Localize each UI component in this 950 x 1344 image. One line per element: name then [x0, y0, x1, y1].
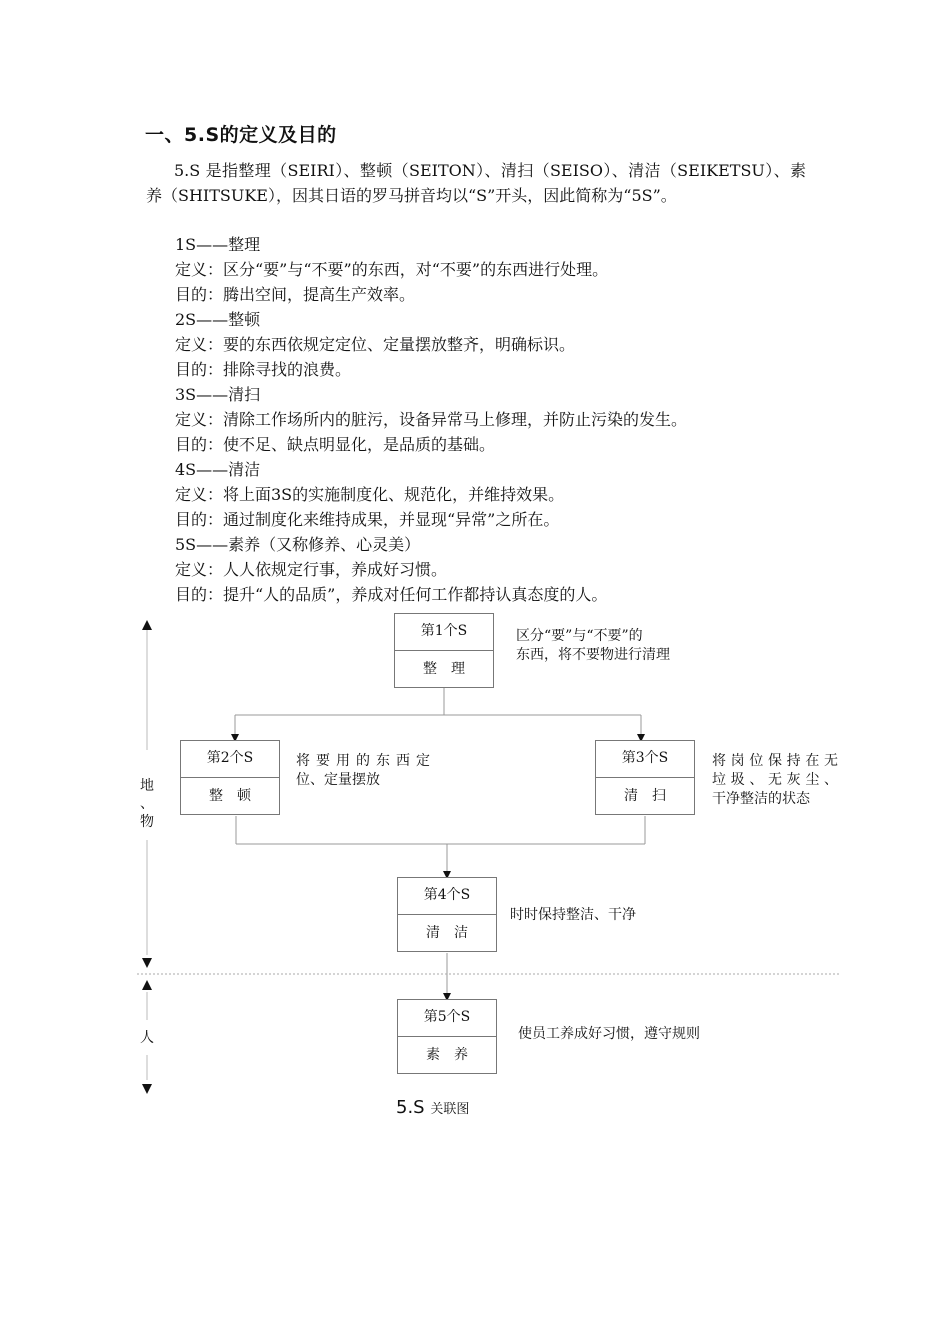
list-item: 定义：要的东西依规定定位、定量摆放整齐，明确标识。 [175, 335, 576, 354]
box-step-name: 清洁 [426, 925, 482, 941]
section-heading: 一、5.S的定义及目的 [145, 124, 337, 146]
list-item: 4S——清洁 [175, 460, 261, 479]
box-step-name: 整理 [423, 661, 479, 677]
list-item: 3S——清扫 [175, 385, 261, 404]
side-label-place: 地 、 物 [137, 777, 157, 831]
side-label-person: 人 [137, 1029, 157, 1047]
note-seiton: 将要用的东西定 位、定量摆放 [296, 753, 430, 788]
box-step-label: 第2个S [181, 741, 279, 778]
list-item: 定义：区分“要”与“不要”的东西，对“不要”的东西进行处理。 [175, 260, 609, 279]
box-step-name: 整顿 [209, 788, 265, 804]
box-step-label: 第1个S [395, 614, 493, 651]
note-seiketsu: 时时保持整洁、干净 [510, 907, 636, 923]
list-item: 定义：清除工作场所内的脏污，设备异常马上修理，并防止污染的发生。 [175, 410, 688, 429]
note-seiri: 区分“要”与“不要”的 东西，将不要物进行清理 [516, 628, 670, 663]
list-item: 1S——整理 [175, 235, 261, 254]
note-seiso: 将岗位保持在无 垃圾、无灰尘、 干净整洁的状态 [712, 753, 838, 807]
list-item: 目的：使不足、缺点明显化，是品质的基础。 [175, 435, 496, 454]
list-item: 5S——素养（又称修养、心灵美） [175, 535, 421, 554]
box-seiri [394, 613, 494, 688]
list-item: 定义：人人依规定行事，养成好习惯。 [175, 560, 448, 579]
definition-list [175, 232, 687, 607]
note-shitsuke: 使员工养成好习惯，遵守规则 [518, 1026, 700, 1042]
box-step-label: 第5个S [398, 1000, 496, 1037]
list-item: 目的：腾出空间，提高生产效率。 [175, 285, 416, 304]
box-seiso [595, 740, 695, 815]
box-step-name: 素养 [426, 1047, 482, 1063]
intro-paragraph: 5.S 是指整理（SEIRI）、整顿（SEITON）、清扫（SEISO）、清洁（SEIKETSU）、素养（SHITSUKE），因其日语的罗马拼音均以“S”开头，因此简称为“5S”。 [146, 161, 806, 205]
list-item: 目的：排除寻找的浪费。 [175, 360, 352, 379]
list-item: 定义：将上面3S的实施制度化、规范化，并维持效果。 [175, 485, 565, 504]
list-item: 目的：通过制度化来维持成果，并显现“异常”之所在。 [175, 510, 560, 529]
list-item: 目的：提升“人的品质”，养成对任何工作都持认真态度的人。 [175, 585, 608, 604]
list-item: 2S——整顿 [175, 310, 261, 329]
figure-caption: 5.S 关联图 [396, 1097, 470, 1118]
box-step-label: 第3个S [596, 741, 694, 778]
box-step-label: 第4个S [398, 878, 496, 915]
box-seiketsu [397, 877, 497, 952]
box-seiton [180, 740, 280, 815]
box-step-name: 清扫 [624, 788, 680, 804]
box-shitsuke [397, 999, 497, 1074]
5s-relation-diagram [0, 600, 950, 1140]
